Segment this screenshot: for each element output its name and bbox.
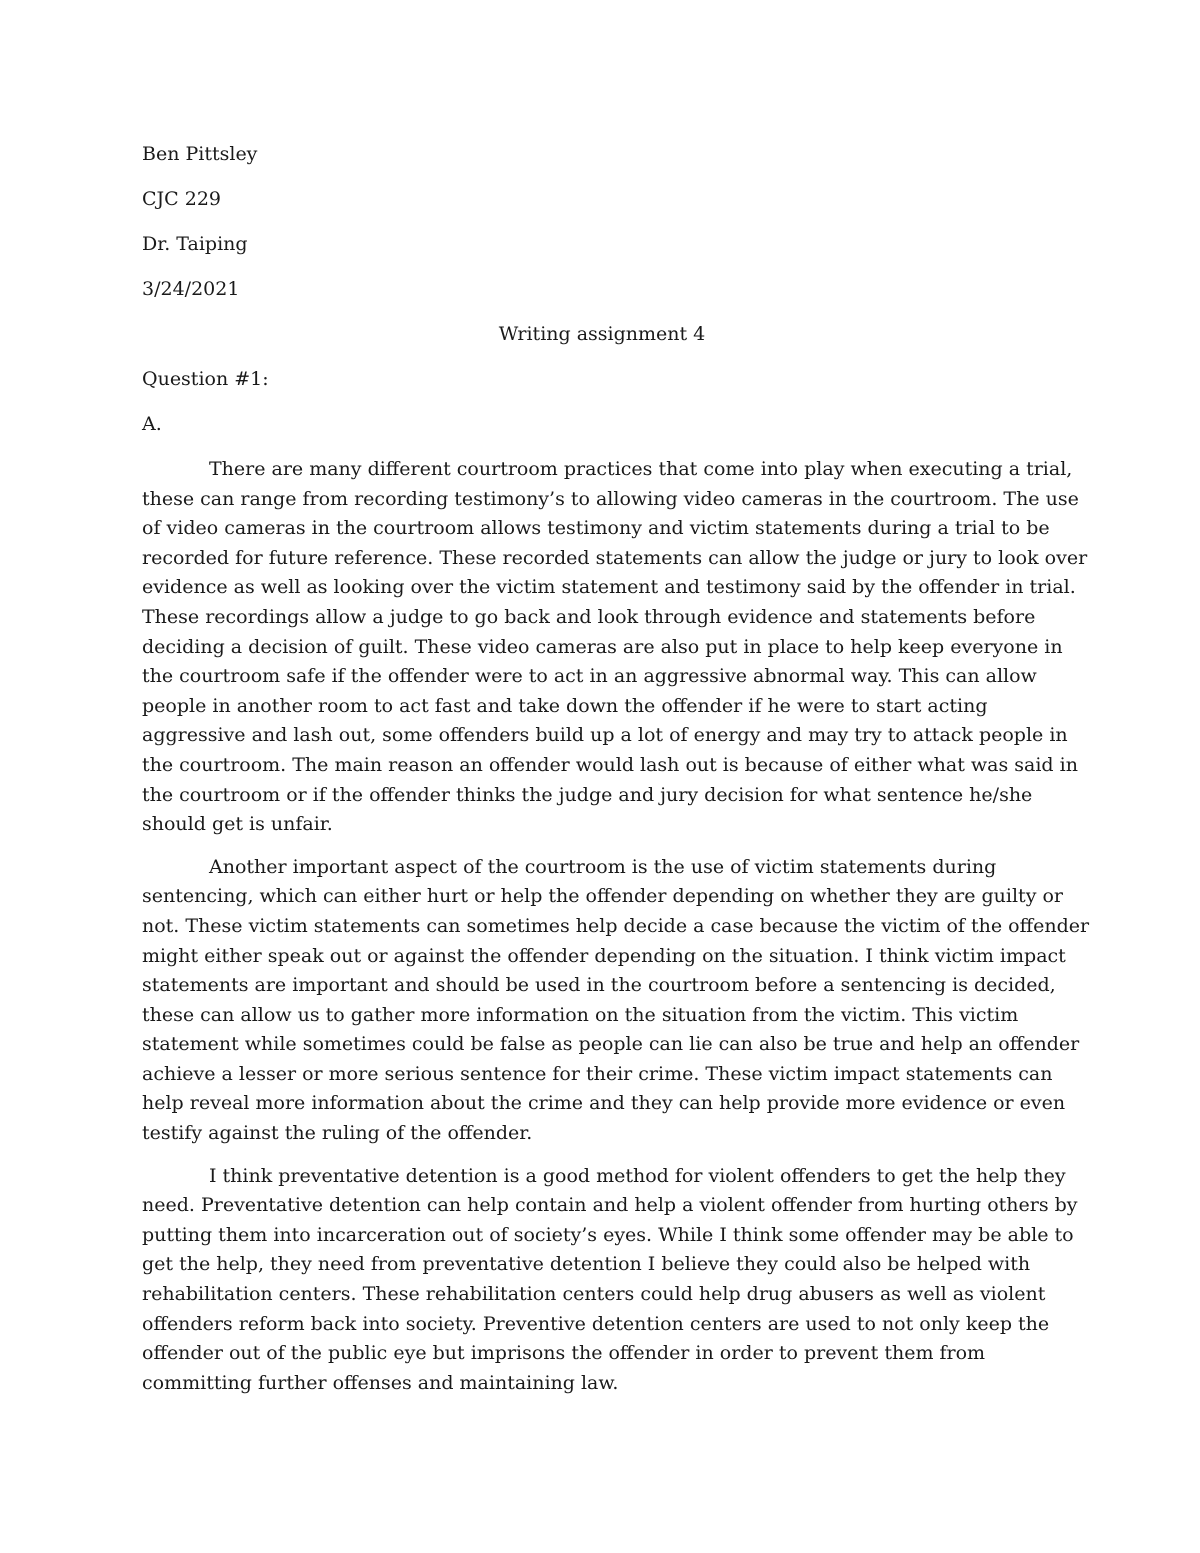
body-paragraph [142, 455, 1088, 840]
paragraph-line: the courtroom or if the offender thinks the judge and jury decision for what sentence he/she [142, 783, 1033, 806]
paragraph-line: these can allow us to gather more information on the situation from the victim. This victim [142, 1003, 1019, 1026]
paragraph-line: the courtroom. The main reason an offender would lash out is because of either what was said in [142, 753, 1078, 776]
instructor-name: Dr. Taiping [142, 233, 248, 255]
paragraph-line: help reveal more information about the crime and they can help provide more evidence or even [142, 1092, 1066, 1115]
paragraph-line: These recordings allow a judge to go back and look through evidence and statements before [142, 605, 1036, 628]
paragraph-line: recorded for future reference. These recorded statements can allow the judge or jury to look over [142, 546, 1088, 569]
student-name: Ben Pittsley [142, 143, 258, 165]
body-paragraph [142, 853, 1090, 1149]
paragraph-line: should get is unfair. [142, 813, 333, 836]
paragraph-line: sentencing, which can either hurt or help the offender depending on whether they are guilty or [142, 885, 1063, 908]
paragraphs-container [142, 455, 1090, 1398]
body-paragraph [142, 1162, 1078, 1399]
paragraph-line: I think preventative detention is a good method for violent offenders to get the help they [209, 1164, 1066, 1187]
document-title: Writing assignment 4 [498, 323, 706, 345]
assignment-date: 3/24/2021 [142, 278, 240, 300]
paragraph-line: There are many different courtroom practices that come into play when executing a trial, [209, 458, 1073, 480]
paragraph-line: statements are important and should be used in the courtroom before a sentencing is decided, [142, 974, 1056, 997]
paragraph-line: achieve a lesser or more serious sentence for their crime. These victim impact statements can [142, 1062, 1053, 1085]
paragraph-line: evidence as well as looking over the victim statement and testimony said by the offender in trial. [142, 576, 1076, 599]
paragraph-line: get the help, they need from preventative detention I believe they could also be helped with [142, 1253, 1031, 1276]
paragraph-line: these can range from recording testimony’s to allowing video cameras in the courtroom. The use [142, 487, 1079, 510]
paragraph-line: not. These victim statements can sometimes help decide a case because the victim of the offender [142, 914, 1090, 937]
paragraph-line: of video cameras in the courtroom allows testimony and victim statements during a trial to be [142, 517, 1050, 540]
part-label: A. [142, 413, 162, 435]
paragraph-line: statement while sometimes could be false as people can lie can also be true and help an offender [142, 1033, 1080, 1056]
paragraph-line: putting them into incarceration out of society’s eyes. While I think some offender may be able to [142, 1223, 1074, 1246]
paragraph-line: testify against the ruling of the offender. [142, 1122, 533, 1145]
paragraph-line: offenders reform back into society. Preventive detention centers are used to not only keep the [142, 1312, 1050, 1335]
paragraph-line: deciding a decision of guilt. These video cameras are also put in place to help keep everyone in [142, 635, 1063, 658]
paragraph-line: people in another room to act fast and take down the offender if he were to start acting [142, 694, 988, 717]
paragraph-line: aggressive and lash out, some offenders build up a lot of energy and may try to attack people in [142, 724, 1068, 747]
course-code: CJC 229 [142, 188, 221, 210]
paragraph-line: Another important aspect of the courtroom is the use of victim statements during [209, 855, 997, 878]
document-body [142, 140, 1090, 1411]
question-label: Question #1: [142, 368, 269, 390]
paragraph-line: need. Preventative detention can help contain and help a violent offender from hurting others by [142, 1194, 1078, 1217]
paragraph-line: offender out of the public eye but imprisons the offender in order to prevent them from [142, 1342, 986, 1365]
paragraph-line: rehabilitation centers. These rehabilitation centers could help drug abusers as well as violent [142, 1283, 1046, 1306]
paragraph-line: the courtroom safe if the offender were to act in an aggressive abnormal way. This can allow [142, 665, 1037, 688]
paragraph-line: committing further offenses and maintaining law. [142, 1371, 619, 1394]
paragraph-line: might either speak out or against the offender depending on the situation. I think victim impact [142, 944, 1066, 967]
